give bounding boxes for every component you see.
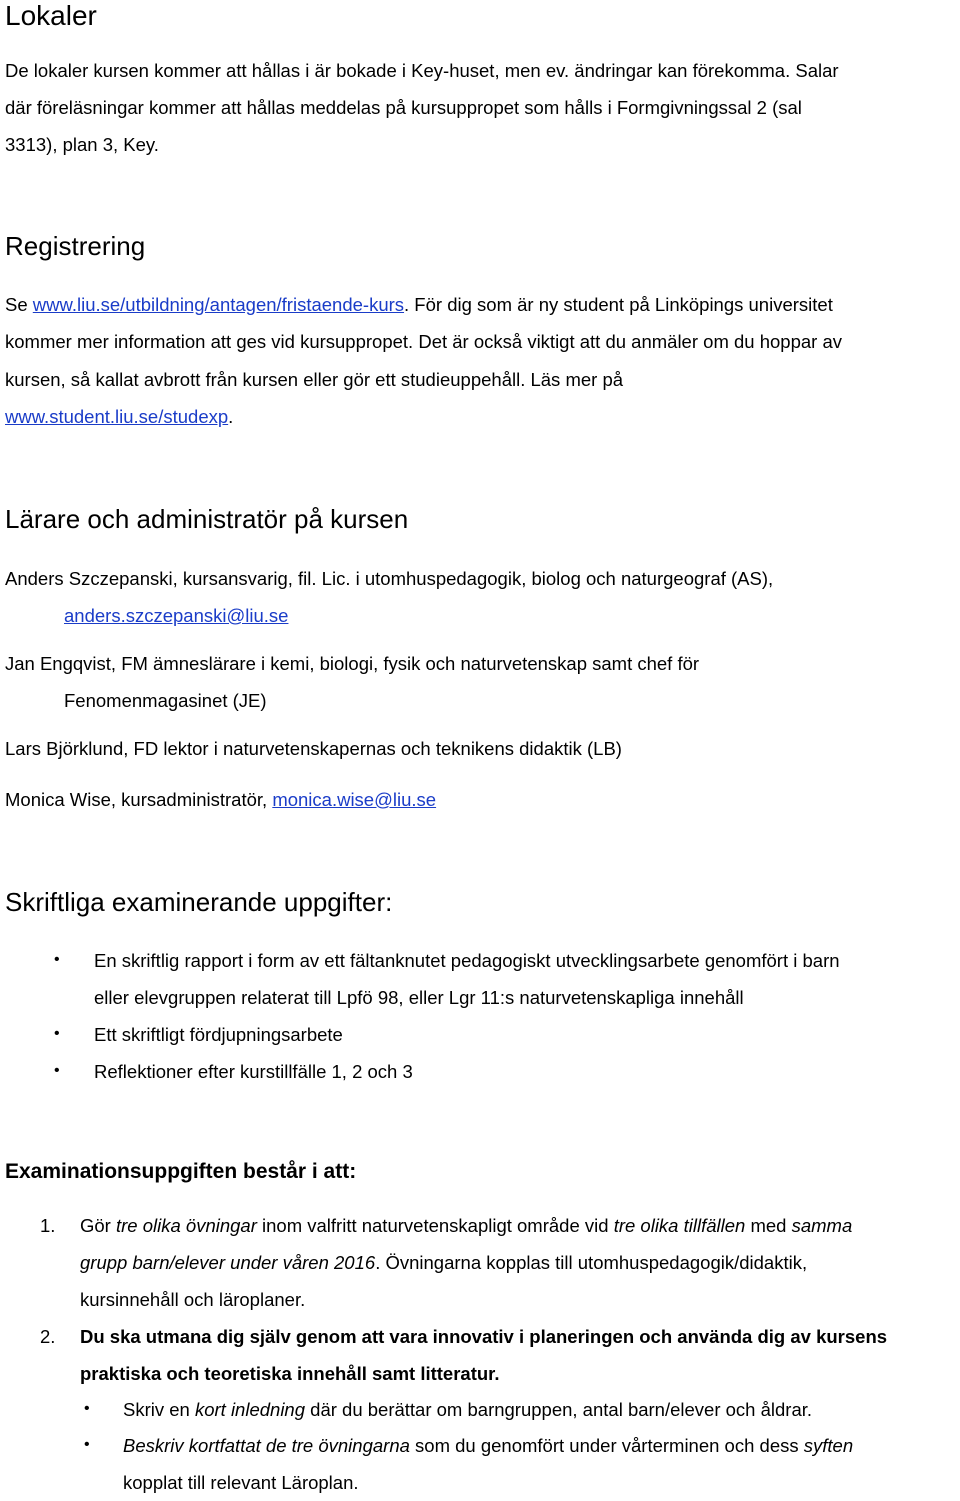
exam-item-1-emphasis: tre olika övningar	[115, 1215, 257, 1236]
exam-item-2-line-2: praktiska och teoretiska innehåll samt litteratur.	[80, 1363, 500, 1384]
exam-item-2-number: 2.	[40, 1326, 56, 1347]
exam-item-1-emphasis: tre olika tillfällen	[613, 1215, 746, 1236]
exam-item-1-text: . Övningarna kopplas till utomhuspedagogik/didaktik,	[375, 1252, 808, 1273]
exam-sub-2-line-2: kopplat till relevant Läroplan.	[123, 1472, 359, 1493]
bullet-icon: •	[84, 1400, 90, 1417]
registrering-line-2: kommer mer information att ges vid kursuppropet. Det är också viktigt att du anmäler om du hoppar av	[5, 331, 842, 352]
exam-item-1-number: 1.	[40, 1215, 56, 1236]
lokaler-line-2: där föreläsningar kommer att hållas meddelas på kursuppropet som hålls i Formgivningssal 2 (sal	[5, 97, 802, 118]
bullet-icon: •	[54, 1062, 60, 1079]
skriftliga-item-1-line-2: eller elevgruppen relaterat till Lpfö 98, eller Lgr 11:s naturvetenskapliga innehåll	[94, 987, 744, 1008]
exam-item-1-text: med	[745, 1215, 792, 1236]
fristaende-kurs-link[interactable]: www.liu.se/utbildning/antagen/fristaende-kurs	[32, 294, 405, 315]
exam-sub-emphasis: Beskriv kortfattat de tre övningarna	[123, 1435, 410, 1456]
registrering-text: .	[228, 406, 234, 427]
studexp-link[interactable]: www.student.liu.se/studexp	[5, 406, 229, 427]
exam-item-1-line-2	[80, 1244, 807, 1281]
exam-item-1-text: inom valfritt naturvetenskapligt område vid	[256, 1215, 614, 1236]
larare-anders: Anders Szczepanski, kursansvarig, fil. Lic. i utomhuspedagogik, biolog och naturgeograf (AS),	[5, 568, 774, 589]
larare-monica	[5, 781, 436, 818]
larare-monica-text: Monica Wise, kursadministratör,	[5, 789, 273, 810]
heading-skriftliga: Skriftliga examinerande uppgifter:	[5, 887, 393, 917]
skriftliga-item-1-line-1: En skriftlig rapport i form av ett fältanknutet pedagogiskt utvecklingsarbete genomfört i barn	[94, 950, 840, 971]
exam-sub-text: som du genomfört under vårterminen och dess	[409, 1435, 804, 1456]
lokaler-line-1: De lokaler kursen kommer att hållas i är bokade i Key-huset, men ev. ändringar kan förekomma. Salar	[5, 60, 839, 81]
anders-email-link[interactable]: anders.szczepanski@liu.se	[64, 605, 289, 626]
exam-item-2-line-1: Du ska utmana dig själv genom att vara innovativ i planeringen och använda dig av kursens	[80, 1326, 888, 1347]
bullet-icon: •	[54, 1025, 60, 1042]
exam-sub-text: Skriv en	[123, 1399, 195, 1420]
exam-sub-emphasis: kort inledning	[194, 1399, 306, 1420]
exam-sub-1	[123, 1391, 812, 1428]
heading-registrering: Registrering	[5, 231, 146, 261]
skriftliga-item-2: Ett skriftligt fördjupningsarbete	[94, 1024, 343, 1045]
larare-jan: Jan Engqvist, FM ämneslärare i kemi, biologi, fysik och naturvetenskap samt chef för	[5, 653, 700, 674]
exam-item-1-emphasis: grupp barn/elever under våren 2016	[80, 1252, 376, 1273]
bullet-icon: •	[84, 1436, 90, 1453]
exam-sub-emphasis: syften	[803, 1435, 854, 1456]
registrering-text: . För dig som är ny student på Linköpings universitet	[404, 294, 833, 315]
skriftliga-item-3: Reflektioner efter kurstillfälle 1, 2 och 3	[94, 1061, 413, 1082]
bullet-icon: •	[54, 951, 60, 968]
larare-lars: Lars Björklund, FD lektor i naturvetenskapernas och teknikens didaktik (LB)	[5, 738, 622, 759]
exam-item-1-line-3: kursinnehåll och läroplaner.	[80, 1289, 306, 1310]
monica-email-link[interactable]: monica.wise@liu.se	[272, 789, 437, 810]
larare-anders-email-line	[64, 597, 288, 634]
heading-lokaler: Lokaler	[5, 0, 97, 31]
registrering-line-1	[5, 286, 833, 323]
lokaler-line-3: 3313), plan 3, Key.	[5, 134, 159, 155]
registrering-text: Se	[5, 294, 33, 315]
heading-larare: Lärare och administratör på kursen	[5, 504, 409, 534]
registrering-line-4	[5, 398, 233, 435]
exam-item-1-line-1	[80, 1207, 852, 1244]
exam-sub-text: där du berättar om barngruppen, antal barn/elever och åldrar.	[305, 1399, 813, 1420]
heading-examination: Examinationsuppgiften består i att:	[5, 1160, 357, 1183]
larare-jan-line-2: Fenomenmagasinet (JE)	[64, 690, 267, 711]
registrering-line-3: kursen, så kallat avbrott från kursen eller gör ett studieuppehåll. Läs mer på	[5, 369, 624, 390]
exam-sub-2-line-1	[123, 1427, 853, 1464]
exam-item-1-emphasis: samma	[791, 1215, 853, 1236]
exam-item-1-text: Gör	[80, 1215, 116, 1236]
